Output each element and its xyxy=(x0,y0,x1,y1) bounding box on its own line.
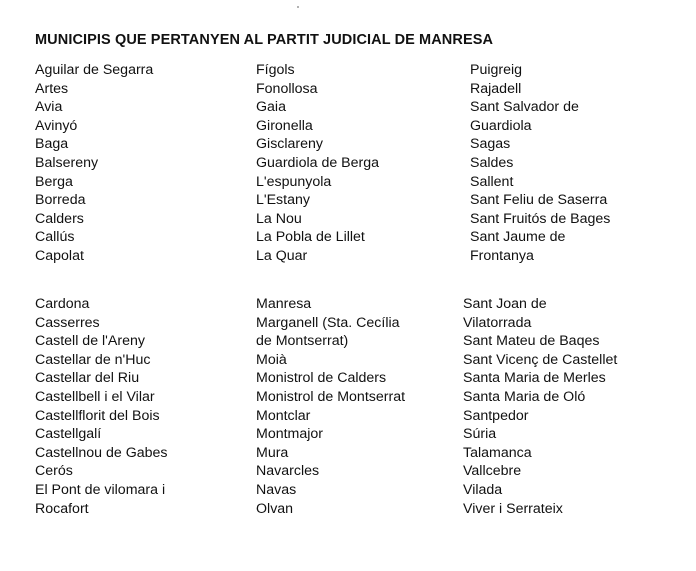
municipality-name: Fonollosa xyxy=(256,80,318,97)
municipality-name: Frontanya xyxy=(470,247,534,264)
municipality-name: Castellar de n'Huc xyxy=(35,351,151,368)
municipality-name: Cerós xyxy=(35,463,73,480)
municipality-name: Capolat xyxy=(35,247,84,264)
municipality-name: Olvan xyxy=(256,500,294,517)
municipality-name: de Montserrat) xyxy=(256,333,349,350)
municipality-name: El Pont de vilomara i xyxy=(35,481,166,498)
block1-column-2 xyxy=(256,61,379,266)
municipality-name: Vallcebre xyxy=(463,463,522,480)
municipality-name: Fígols xyxy=(256,62,295,78)
municipality-name: Navas xyxy=(256,481,297,498)
municipality-name: Montmajor xyxy=(256,426,324,443)
municipality-name: Santpedor xyxy=(463,407,529,424)
municipality-name: Monistrol de Montserrat xyxy=(256,388,406,405)
municipality-name: Castellgalí xyxy=(35,426,102,443)
block1-column-1 xyxy=(35,61,153,266)
municipality-name: La Pobla de Lillet xyxy=(256,229,365,246)
municipality-name: Guardiola de Berga xyxy=(256,154,380,171)
municipality-name: Moià xyxy=(256,351,287,368)
municipality-name: Súria xyxy=(463,426,497,443)
municipality-name: Callús xyxy=(35,229,75,246)
municipality-name: Marganell (Sta. Cecília xyxy=(256,314,400,331)
municipality-name: Guardiola xyxy=(470,117,532,134)
municipality-name: Borreda xyxy=(35,192,86,209)
municipality-name: La Nou xyxy=(256,210,302,227)
block2-column-1 xyxy=(35,295,168,518)
municipality-name: Gaia xyxy=(256,99,286,116)
municipality-name: Castellar del Riu xyxy=(35,370,140,387)
municipality-name: Sant Feliu de Saserra xyxy=(470,192,608,209)
municipality-name: Sallent xyxy=(470,173,514,190)
municipality-name: Monistrol de Calders xyxy=(256,370,387,387)
municipality-name: Talamanca xyxy=(463,444,532,461)
municipality-name: Baga xyxy=(35,136,69,153)
municipality-name: Sant Joan de xyxy=(463,296,547,312)
municipality-name: Sagas xyxy=(470,136,511,153)
municipality-name: Sant Jaume de xyxy=(470,229,566,246)
municipality-name: Montclar xyxy=(256,407,311,424)
municipality-name: Sant Vicenç de Castellet xyxy=(463,351,618,368)
municipality-name: Aguilar de Segarra xyxy=(35,62,154,78)
municipality-name: Saldes xyxy=(470,154,514,171)
municipality-name: Santa Maria de Merles xyxy=(463,370,606,387)
block2-column-2 xyxy=(256,295,405,518)
municipality-name: Castellnou de Gabes xyxy=(35,444,168,461)
block1-column-3 xyxy=(470,61,610,266)
municipality-name: Berga xyxy=(35,173,73,190)
municipality-name: L'espunyola xyxy=(256,173,332,190)
municipality-name: Sant Salvador de xyxy=(470,99,579,116)
municipality-name: Manresa xyxy=(256,296,312,312)
municipality-name: Navarcles xyxy=(256,463,320,480)
municipality-name: Cardona xyxy=(35,296,90,312)
municipality-name: Castell de l'Areny xyxy=(35,333,145,350)
municipality-name: Sant Fruitós de Bages xyxy=(470,210,611,227)
municipality-name: Sant Mateu de Baqes xyxy=(463,333,600,350)
municipality-name: Santa Maria de Oló xyxy=(463,388,586,405)
block2-column-3 xyxy=(463,295,617,518)
municipality-name: Avia xyxy=(35,99,63,116)
municipality-name: Mura xyxy=(256,444,289,461)
municipality-name: Gisclareny xyxy=(256,136,324,153)
municipality-name: Casserres xyxy=(35,314,100,331)
municipality-name: Vilatorrada xyxy=(463,314,532,331)
document-title: MUNICIPIS QUE PERTANYEN AL PARTIT JUDICIAL DE MANRESA xyxy=(35,32,494,48)
municipality-name: Vilada xyxy=(463,481,503,498)
municipality-name: Puigreig xyxy=(470,62,523,78)
stray-dot-mark xyxy=(297,6,299,8)
municipality-name: Calders xyxy=(35,210,84,227)
municipality-name: Artes xyxy=(35,80,69,97)
municipality-name: Avinyó xyxy=(35,117,78,134)
municipality-name: Viver i Serrateix xyxy=(463,500,563,517)
municipality-name: Rajadell xyxy=(470,80,522,97)
municipality-name: Castellflorit del Bois xyxy=(35,407,160,424)
municipality-name: Rocafort xyxy=(35,500,89,517)
municipality-name: Castellbell i el Vilar xyxy=(35,388,155,405)
municipality-name: L'Estany xyxy=(256,192,310,209)
municipality-name: Balsereny xyxy=(35,154,99,171)
municipality-name: Gironella xyxy=(256,117,313,134)
municipality-name: La Quar xyxy=(256,247,308,264)
